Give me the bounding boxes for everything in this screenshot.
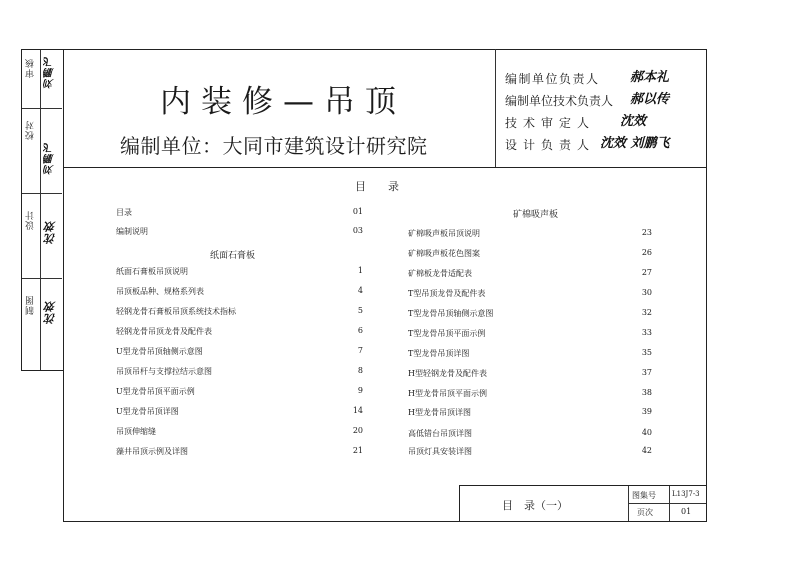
strip-signature: 沈效 — [44, 220, 57, 244]
toc-item: 高低错台吊顶详图 — [408, 429, 472, 438]
toc-item: T型吊顶龙骨及配件表 — [408, 289, 486, 298]
toc-page: 01 — [352, 207, 363, 216]
toc-item: U型龙骨吊顶轴侧示意图 — [116, 347, 203, 356]
strip-label: 设计 — [26, 210, 36, 230]
toc-page: 38 — [641, 388, 652, 397]
toc-item: 目录 — [116, 208, 132, 217]
toc-page: 5 — [357, 306, 363, 315]
toc-item: T型龙骨吊顶详图 — [408, 349, 470, 358]
toc-section-heading: 矿棉吸声板 — [513, 210, 559, 220]
toc-item: T型龙骨吊顶轴侧示意图 — [408, 309, 494, 318]
strip-signature: 刘鹏飞 — [45, 142, 56, 175]
toc-item: 矿棉吸声板吊顶说明 — [408, 229, 480, 238]
toc-page: 27 — [641, 268, 652, 277]
responsibility-block — [505, 68, 700, 156]
toc-page: 20 — [352, 426, 363, 435]
toc-page: 8 — [357, 366, 363, 375]
toc-page: 23 — [641, 228, 652, 237]
toc-item: H型龙骨吊顶详图 — [408, 408, 471, 417]
atlas-number-label: 图集号 — [632, 491, 656, 500]
toc-item: 纸面石膏板吊顶说明 — [116, 267, 188, 276]
toc-item: 藻井吊顶示例及详图 — [116, 447, 188, 456]
resp-label: 技术审定人 — [505, 116, 596, 130]
toc-page: 9 — [357, 386, 363, 395]
strip-signature: 沈效 — [44, 300, 57, 324]
toc-page: 6 — [357, 326, 363, 335]
toc-page: 30 — [641, 288, 652, 297]
strip-label: 校对 — [26, 120, 36, 140]
strip-label: 制图 — [26, 295, 36, 315]
toc-item: 矿棉板龙骨适配表 — [408, 269, 472, 278]
toc-page: 42 — [641, 446, 652, 455]
toc-page: 4 — [357, 286, 363, 295]
toc-page: 35 — [641, 348, 652, 357]
toc-item: 吊顶板品种、规格系列表 — [116, 287, 204, 296]
toc-item: 矿棉吸声板花色图案 — [408, 249, 480, 258]
resp-signature: 郝本礼 — [630, 70, 670, 85]
toc-page: 26 — [641, 248, 652, 257]
toc-page: 33 — [641, 328, 652, 337]
toc-item: 吊顶灯具安装详图 — [408, 447, 472, 456]
title-block-name: 目 录（一） — [502, 499, 568, 512]
toc-item: U型龙骨吊顶详图 — [116, 407, 179, 416]
toc-item: 吊顶伸缩缝 — [116, 427, 156, 436]
toc-page: 7 — [357, 346, 363, 355]
toc-section-heading: 纸面石膏板 — [210, 251, 256, 261]
atlas-number-value: L13J7-3 — [672, 490, 700, 498]
left-signature-strip — [21, 49, 63, 371]
strip-label: 审核 — [26, 58, 36, 78]
toc-item: U型龙骨吊顶平面示例 — [116, 387, 195, 396]
toc-item: 吊顶吊杆与支撑拉结示意图 — [116, 367, 212, 376]
page-subtitle: 编制单位：大同市建筑设计研究院 — [120, 134, 428, 158]
toc-heading: 目 录 — [355, 180, 399, 193]
toc-page: 37 — [641, 368, 652, 377]
toc-item: T型龙骨吊顶平面示例 — [408, 329, 486, 338]
toc-item: H型轻钢龙骨及配件表 — [408, 369, 487, 378]
resp-signature: 沈效 — [620, 114, 647, 129]
resp-label: 设计负责人 — [505, 138, 596, 152]
page-number-label: 页次 — [637, 508, 653, 517]
strip-signature: 刘鹏飞 — [45, 56, 56, 89]
resp-label: 编制单位技术负责人 — [505, 94, 614, 108]
toc-item: H型龙骨吊顶平面示例 — [408, 389, 487, 398]
toc-page: 14 — [352, 406, 363, 415]
page-number-value: 01 — [681, 507, 692, 516]
resp-label: 编制单位负责人 — [505, 72, 600, 86]
toc-item: 编制说明 — [116, 227, 148, 236]
toc-item: 轻钢龙骨吊顶龙骨及配件表 — [116, 327, 212, 336]
title-block — [459, 485, 707, 522]
toc-page: 32 — [641, 308, 652, 317]
toc-item: 轻钢龙骨石膏板吊顶系统技术指标 — [116, 307, 236, 316]
page-title: 内装修—吊顶 — [160, 84, 406, 120]
toc-page: 21 — [352, 446, 363, 455]
resp-signature: 沈效 刘鹏飞 — [600, 136, 670, 151]
toc-page: 40 — [641, 428, 652, 437]
toc-page: 03 — [352, 226, 363, 235]
toc-page: 39 — [641, 407, 652, 416]
resp-signature: 郝以传 — [630, 92, 670, 107]
toc-page: 1 — [357, 266, 363, 275]
